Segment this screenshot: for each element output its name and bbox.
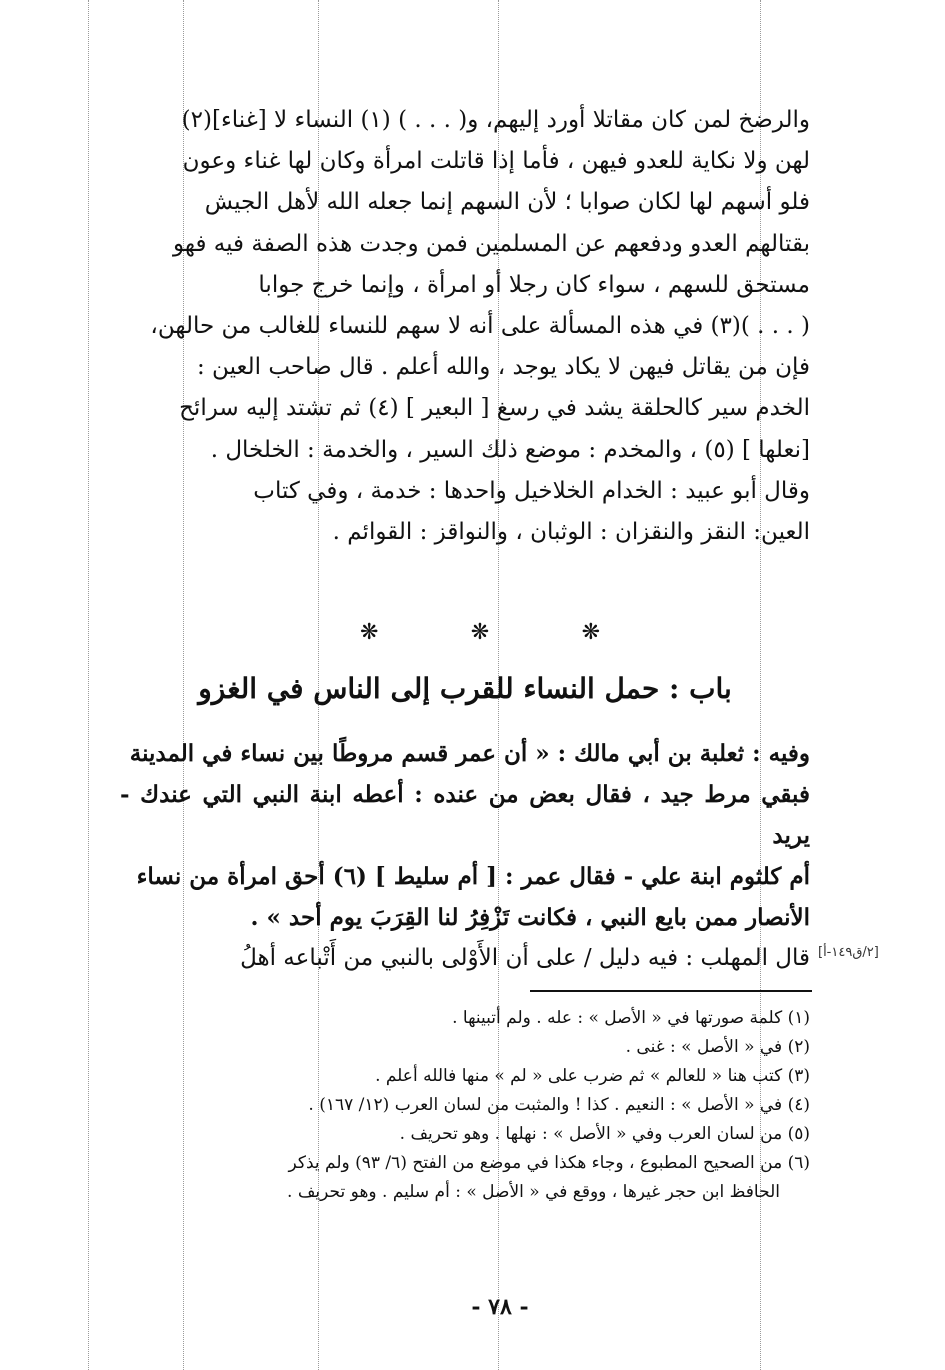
footnotes	[120, 1004, 810, 1207]
hadith-line: وفيه : ثعلبة بن أبي مالك : « أن عمر قسم مروطًا بين نساء في المدينة	[129, 740, 810, 767]
footnote-6-continuation: الحافظ ابن حجر غيرها ، ووقع في « الأصل » : أم سليم . وهو تحريف .	[287, 1182, 780, 1202]
guide-line	[88, 0, 89, 1370]
body-line: [نعلها ] (٥) ، والمخدم : موضع ذلك السير ، والخدمة : الخلخال .	[210, 436, 810, 463]
separator-star-icon: ❋	[470, 620, 490, 645]
commentary-line: قال المهلب : فيه دليل / على أن الأَوْلى بالنبي من أَتْباعه أهلُ	[240, 945, 810, 971]
hadith-line: أم كلثوم ابنة علي - فقال عمر : [ أم سليط ] (٦) أحق امرأة من نساء	[136, 863, 810, 890]
body-line: مستحق للسهم ، سواء كان رجلا أو امرأة ، وإنما خرج جوابا	[258, 271, 810, 298]
body-line: ( . . . )(٣) في هذه المسألة على أنه لا سهم للنساء للغالب من حالهن،	[150, 313, 810, 340]
hadith-line: فبقي مرط جيد ، فقال بعض من عنده : أعطه ابنة النبي التي عندك - يريد	[120, 781, 810, 849]
body-line: فإن من يقاتل فيهن لا يكاد يوجد ، والله أعلم . قال صاحب العين :	[197, 354, 810, 381]
separator-star-icon: ❋	[360, 620, 379, 645]
footnote-5: (٥) من لسان العرب وفي « الأصل » : نهلها . وهو تحريف .	[399, 1124, 810, 1144]
body-line: والرضخ لمن كان مقاتلا أورد إليهم، و( . . . ) (١) النساء لا [غناء](٢)	[181, 107, 810, 133]
footnote-3: (٣) كتب هنا « للعالم » ثم ضرب على « لم » منها فالله أعلم .	[375, 1066, 810, 1086]
body-line: وقال أبو عبيد : الخدام الخلاخيل واحدها : خدمة ، وفي كتاب	[253, 477, 810, 504]
body-line: بقتالهم العدو ودفعهم عن المسلمين فمن وجدت هذه الصفة فيه فهو	[173, 230, 810, 257]
footnote-divider	[530, 990, 812, 992]
footnote-1: (١) كلمة صورتها في « الأصل » : عله . ولم أتبينها .	[452, 1008, 810, 1028]
footnote-6: (٦) من الصحيح المطبوع ، وجاء هكذا في موضع من الفتح (٦/ ٩٣) ولم يذكر	[288, 1153, 810, 1173]
body-line: العين: النقز والنقزان : الوثبان ، والنواقز : القوائم .	[332, 519, 810, 546]
body-line: لهن ولا نكاية للعدو فيهن ، فأما إذا قاتلت امرأة وكان لها غناء وعون	[182, 148, 810, 175]
footnote-4: (٤) في « الأصل » : النعيم . كذا ! والمثبت من لسان العرب (١٢/ ١٦٧) .	[308, 1095, 810, 1115]
body-text	[120, 100, 810, 553]
page-number: - ٧٨ -	[471, 1294, 529, 1320]
hadith-text	[120, 733, 810, 938]
chapter-title: باب : حمل النساء للقرب إلى الناس في الغزو	[198, 672, 732, 705]
body-line: الخدم سير كالحلقة يشد في رسغ [ البعير ] (٤) ثم تشتد إليه سرائح	[179, 395, 810, 422]
manuscript-folio-reference: [٢/ق١٤٩-أ]	[818, 945, 879, 960]
footnote-2: (٢) في « الأصل » : غنى .	[625, 1037, 810, 1057]
separator-star-icon: ❋	[581, 620, 600, 645]
hadith-line: الأنصار ممن بايع النبي ، فكانت تَزْفِرُ لنا القِرَبَ يوم أحد » .	[250, 904, 810, 931]
body-line: فلو أسهم لها لكان صوابا ؛ لأن السهم إنما جعله الله لأهل الجيش	[204, 189, 810, 216]
section-separator	[360, 620, 600, 645]
